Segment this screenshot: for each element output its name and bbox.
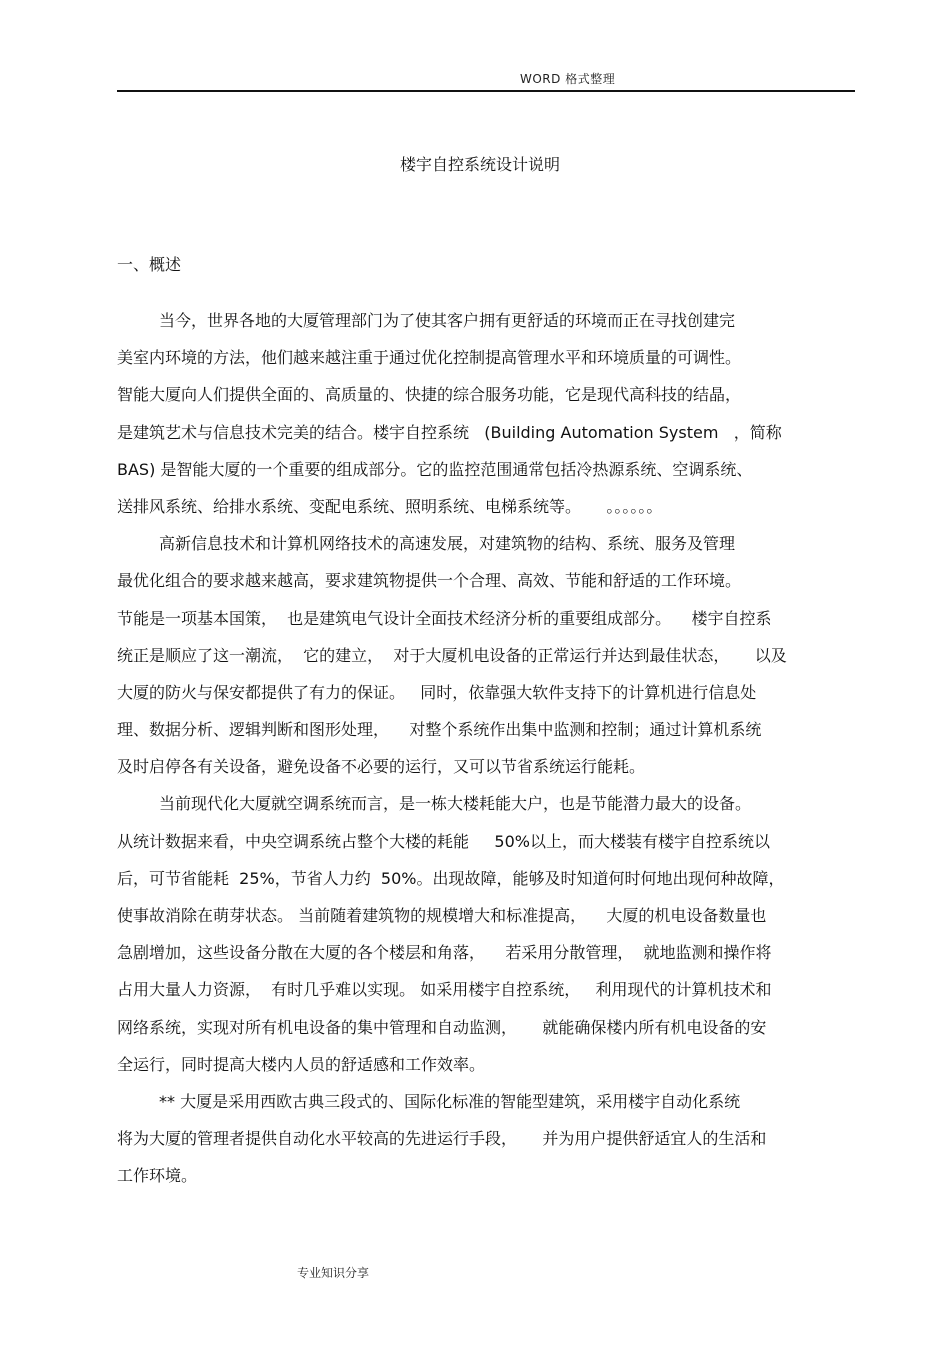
page-header: WORD 格式整理	[520, 72, 616, 86]
paragraph-line: 是建筑艺术与信息技术完美的结合。楼宇自控系统 (Building Automation System ，简称	[117, 422, 782, 442]
header-divider	[117, 90, 855, 92]
paragraph-line: 当前现代化大厦就空调系统而言，是一栋大楼耗能大户，也是节能潜力最大的设备。	[159, 794, 752, 814]
section-heading: 一、概述	[117, 255, 182, 274]
paragraph-line: 高新信息技术和计算机网络技术的高速发展，对建筑物的结构、系统、服务及管理	[159, 534, 736, 554]
paragraph-line: 智能大厦向人们提供全面的、高质量的、快捷的综合服务功能，它是现代高科技的结晶，	[117, 385, 742, 405]
paragraph-line: 节能是一项基本国策， 也是建筑电气设计全面技术经济分析的重要组成部分。 楼宇自控系	[117, 608, 772, 628]
page-footer: 专业知识分享	[297, 1266, 370, 1280]
paragraph-line: 大厦的防火与保安都提供了有力的保证。 同时，依靠强大软件支持下的计算机进行信息处	[117, 682, 757, 702]
paragraph-line: 当今，世界各地的大厦管理部门为了使其客户拥有更舒适的环境而正在寻找创建完	[159, 311, 736, 330]
paragraph-line: 工作环境。	[117, 1166, 198, 1186]
paragraph-line: 理、数据分析、逻辑判断和图形处理， 对整个系统作出集中监测和控制；通过计算机系统	[117, 720, 762, 740]
paragraph-line: 送排风系统、给排水系统、变配电系统、照明系统、电梯系统等。 。。。。。。	[117, 496, 663, 516]
paragraph-line: 统正是顺应了这一潮流， 它的建立， 对于大厦机电设备的正常运行并达到最佳状态， 以及	[117, 645, 787, 665]
paragraph-line: 使事故消除在萌芽状态。 当前随着建筑物的规模增大和标准提高， 大厦的机电设备数量也	[117, 906, 767, 925]
paragraph-line: 及时启停各有关设备，避免设备不必要的运行，又可以节省系统运行能耗。	[117, 757, 646, 777]
paragraph-line: 占用大量人力资源， 有时几乎难以实现。 如采用楼宇自控系统， 利用现代的计算机技术和	[117, 980, 772, 1000]
paragraph-line: 后，可节省能耗 25%，节省人力约 50%。出现故障，能够及时知道何时何地出现何种故障，	[117, 868, 785, 888]
paragraph-line: 将为大厦的管理者提供自动化水平较高的先进运行手段， 并为用户提供舒适宜人的生活和	[117, 1129, 767, 1149]
paragraph-line: BAS) 是智能大厦的一个重要的组成部分。它的监控范围通常包括冷热源系统、空调系统、	[117, 459, 753, 479]
paragraph-line: 美室内环境的方法，他们越来越注重于通过优化控制提高管理水平和环境质量的可调性。	[117, 348, 742, 368]
document-title: 楼宇自控系统设计说明	[399, 155, 560, 174]
body-text	[117, 302, 855, 1195]
paragraph-line: 网络系统，实现对所有机电设备的集中管理和自动监测， 就能确保楼内所有机电设备的安	[117, 1017, 767, 1037]
paragraph-line: 最优化组合的要求越来越高，要求建筑物提供一个合理、高效、节能和舒适的工作环境。	[117, 571, 742, 591]
paragraph-line: ** 大厦是采用西欧古典三段式的、国际化标准的智能型建筑，采用楼宇自动化系统	[159, 1091, 741, 1111]
paragraph-line: 急剧增加，这些设备分散在大厦的各个楼层和角落， 若采用分散管理， 就地监测和操作将	[117, 943, 772, 963]
paragraph-line: 从统计数据来看，中央空调系统占整个大楼的耗能 50%以上，而大楼装有楼宇自控系统以	[117, 831, 770, 851]
paragraph-line: 全运行，同时提高大楼内人员的舒适感和工作效率。	[117, 1054, 486, 1074]
